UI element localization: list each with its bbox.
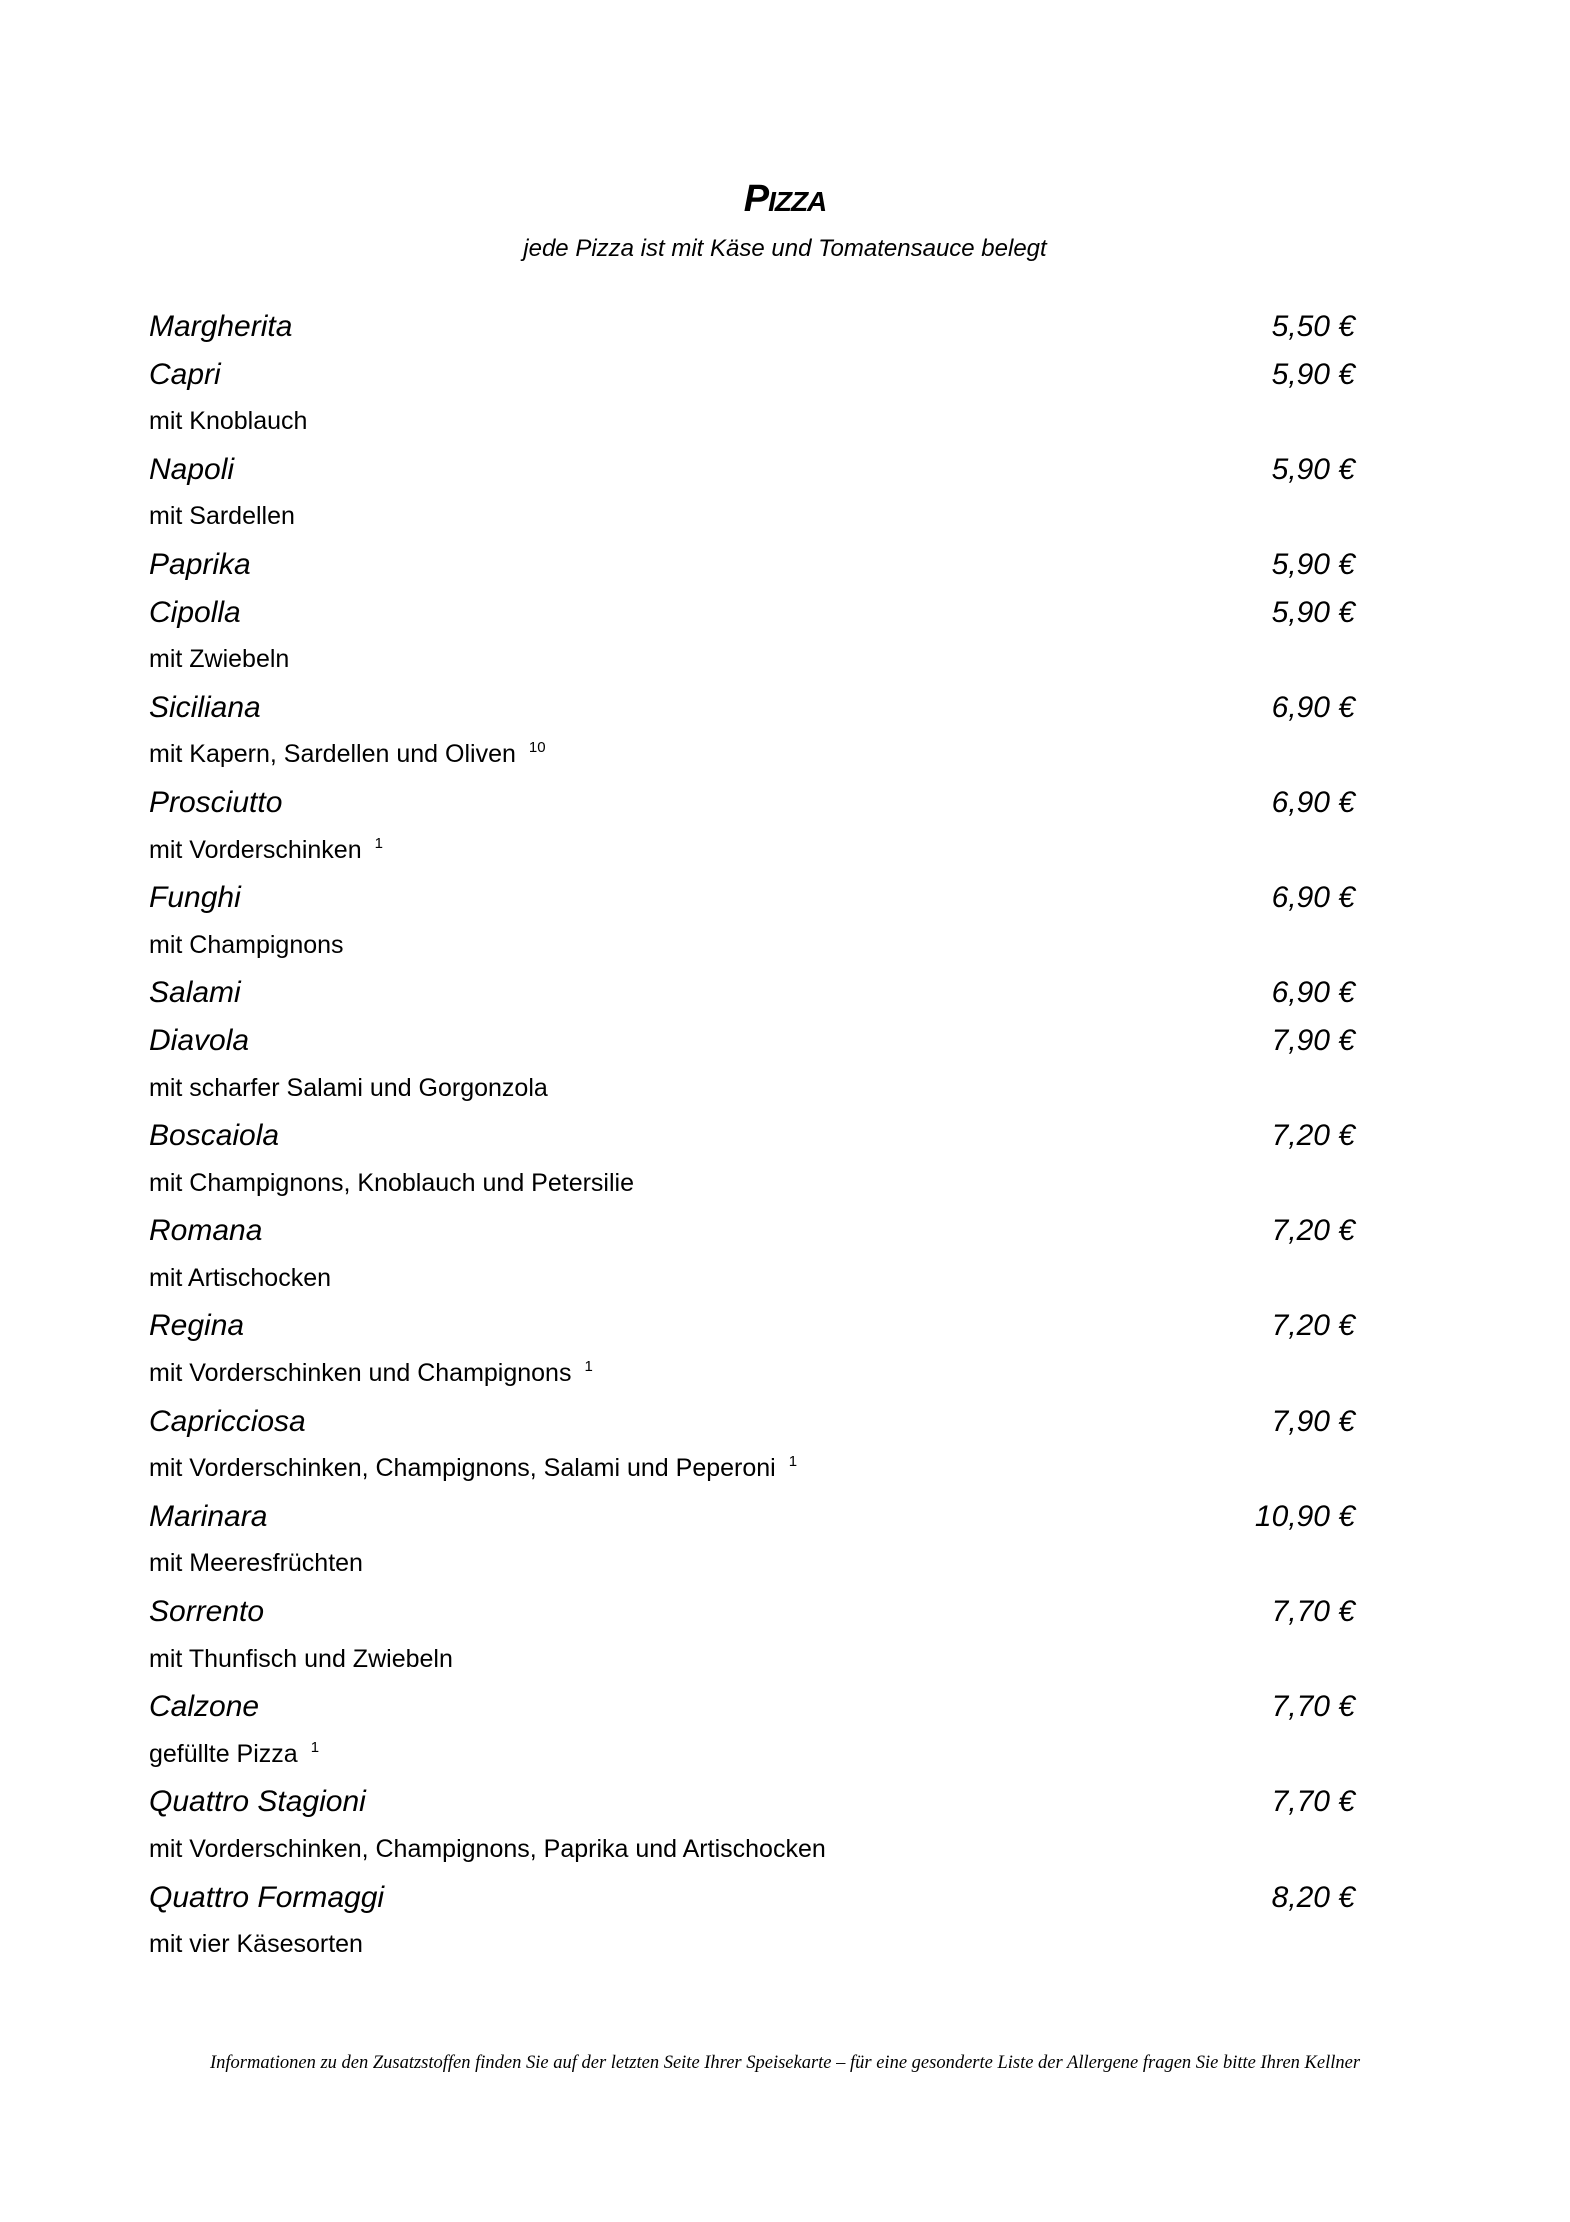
item-price: 7,70 €	[1271, 1690, 1355, 1724]
item-description-row	[149, 493, 1355, 541]
item-price: 5,90 €	[1271, 452, 1355, 486]
menu-item-name-row	[149, 303, 1355, 351]
menu-item	[149, 1778, 1355, 1873]
item-price: 6,90 €	[1271, 976, 1355, 1010]
item-price: 8,20 €	[1271, 1880, 1355, 1914]
item-name: Capri	[149, 357, 221, 391]
menu-item-name-row	[149, 541, 1355, 589]
item-name: Margherita	[149, 310, 293, 343]
item-name: Quattro Stagioni	[149, 1785, 366, 1819]
item-description-row	[149, 731, 1355, 779]
item-description: mit scharfer Salami und Gorgonzola	[149, 1073, 548, 1102]
item-price: 5,50 €	[1271, 310, 1355, 343]
menu-item-name-row	[149, 1112, 1355, 1160]
item-price: 10,90 €	[1254, 1499, 1355, 1533]
item-description-row	[149, 1636, 1355, 1684]
item-name: Capricciosa	[149, 1404, 306, 1438]
item-description-row	[149, 636, 1355, 684]
menu-item	[149, 1302, 1355, 1397]
item-name: Salami	[149, 976, 241, 1010]
item-additive-note: 10	[528, 739, 546, 757]
menu-item-name-row	[149, 1683, 1355, 1731]
item-description: mit vier Käsesorten	[149, 1930, 363, 1959]
menu-item	[149, 1398, 1355, 1493]
item-additive-note: 1	[374, 834, 383, 852]
item-name: Regina	[149, 1309, 245, 1343]
item-name: Quattro Formaggi	[149, 1880, 385, 1914]
item-price: 7,70 €	[1271, 1595, 1355, 1629]
menu-item	[149, 969, 1355, 1017]
item-price: 7,90 €	[1271, 1404, 1355, 1438]
item-name: Sorrento	[149, 1595, 265, 1629]
item-description-row	[149, 1350, 1355, 1398]
item-name: Marinara	[149, 1499, 268, 1533]
item-description: mit Knoblauch	[149, 407, 308, 436]
item-description: mit Thunfisch und Zwiebeln	[149, 1644, 453, 1673]
item-additive-note: 1	[310, 1738, 320, 1756]
item-description-row	[149, 1921, 1355, 1969]
item-description: mit Champignons, Knoblauch und Petersilie	[149, 1168, 634, 1197]
item-name: Siciliana	[149, 690, 261, 724]
menu-item-name-row	[149, 589, 1355, 637]
item-description: mit Sardellen	[149, 502, 295, 531]
menu-item-name-row	[149, 1398, 1355, 1446]
menu-list	[149, 303, 1355, 1969]
item-description: gefüllte Pizza	[149, 1739, 298, 1768]
item-price: 5,90 €	[1271, 357, 1355, 391]
menu-item	[149, 874, 1355, 969]
item-description: mit Vorderschinken	[149, 835, 362, 864]
menu-item-name-row	[149, 1874, 1355, 1922]
menu-item-name-row	[149, 351, 1355, 399]
item-price: 7,90 €	[1271, 1023, 1355, 1057]
item-name: Calzone	[149, 1690, 260, 1724]
menu-footer	[0, 2046, 1570, 2080]
item-name: Romana	[149, 1214, 263, 1248]
menu-item-name-row	[149, 1588, 1355, 1636]
item-additive-note: 1	[788, 1453, 798, 1471]
menu-item	[149, 351, 1355, 446]
menu-item-name-row	[149, 684, 1355, 732]
page-title	[0, 180, 1570, 221]
menu-item	[149, 541, 1355, 589]
item-name: Boscaiola	[149, 1119, 280, 1153]
menu-item-name-row	[149, 1302, 1355, 1350]
item-description: mit Kapern, Sardellen und Oliven	[149, 740, 516, 769]
menu-item	[149, 1017, 1355, 1112]
page-title-rest: IZZA	[768, 186, 827, 217]
menu-item	[149, 779, 1355, 874]
item-description-row	[149, 827, 1355, 875]
item-price: 7,70 €	[1271, 1785, 1355, 1819]
menu-item-name-row	[149, 1493, 1355, 1541]
item-description: mit Artischocken	[149, 1263, 332, 1292]
item-description-row	[149, 1255, 1355, 1303]
item-description-row	[149, 1065, 1355, 1113]
item-description: mit Vorderschinken und Champignons	[149, 1359, 572, 1388]
item-price: 6,90 €	[1271, 881, 1355, 915]
menu-item	[149, 1874, 1355, 1969]
menu-item	[149, 303, 1355, 351]
item-name: Prosciutto	[149, 785, 283, 819]
menu-header	[0, 180, 1570, 264]
item-description-row	[149, 1826, 1355, 1874]
item-description: mit Zwiebeln	[149, 645, 290, 674]
menu-item	[149, 1112, 1355, 1207]
footer-note: Informationen zu den Zusatzstoffen finden Sie auf der letzten Seite Ihrer Speisekarte – für eine gesonderte Liste der Allergene fragen Sie bitte Ihren Kellner	[209, 2053, 1361, 2073]
item-name: Paprika	[149, 547, 251, 581]
page-subtitle: jede Pizza ist mit Käse und Tomatensauce belegt	[523, 235, 1047, 262]
item-name: Cipolla	[149, 595, 241, 629]
item-description: mit Meeresfrüchten	[149, 1549, 363, 1578]
item-description: mit Vorderschinken, Champignons, Salami und Peperoni	[149, 1454, 776, 1483]
menu-item-name-row	[149, 969, 1355, 1017]
item-description-row	[149, 1445, 1355, 1493]
menu-item-name-row	[149, 1207, 1355, 1255]
menu-item-name-row	[149, 1778, 1355, 1826]
item-description: mit Champignons	[149, 930, 344, 959]
item-additive-note: 1	[584, 1358, 593, 1376]
item-description-row	[149, 1160, 1355, 1208]
menu-item	[149, 1493, 1355, 1588]
menu-item	[149, 684, 1355, 779]
item-description: mit Vorderschinken, Champignons, Paprika und Artischocken	[149, 1835, 826, 1863]
page-title-initial: P	[743, 178, 769, 220]
item-price: 7,20 €	[1271, 1214, 1355, 1248]
menu-item-name-row	[149, 446, 1355, 494]
menu-item	[149, 446, 1355, 541]
menu-item-name-row	[149, 874, 1355, 922]
item-name: Diavola	[149, 1023, 250, 1057]
item-description-row	[149, 922, 1355, 970]
item-price: 6,90 €	[1271, 785, 1355, 819]
menu-item-name-row	[149, 779, 1355, 827]
menu-item	[149, 1588, 1355, 1683]
item-name: Funghi	[149, 881, 241, 915]
menu-item-name-row	[149, 1017, 1355, 1065]
item-price: 6,90 €	[1271, 690, 1355, 724]
menu-item	[149, 1207, 1355, 1302]
item-description-row	[149, 398, 1355, 446]
item-price: 7,20 €	[1271, 1309, 1355, 1343]
item-price: 7,20 €	[1271, 1119, 1355, 1153]
item-price: 5,90 €	[1271, 595, 1355, 629]
item-description-row	[149, 1731, 1355, 1779]
menu-item	[149, 589, 1355, 684]
item-description-row	[149, 1540, 1355, 1588]
item-price: 5,90 €	[1271, 547, 1355, 581]
item-name: Napoli	[149, 452, 235, 486]
menu-item	[149, 1683, 1355, 1778]
